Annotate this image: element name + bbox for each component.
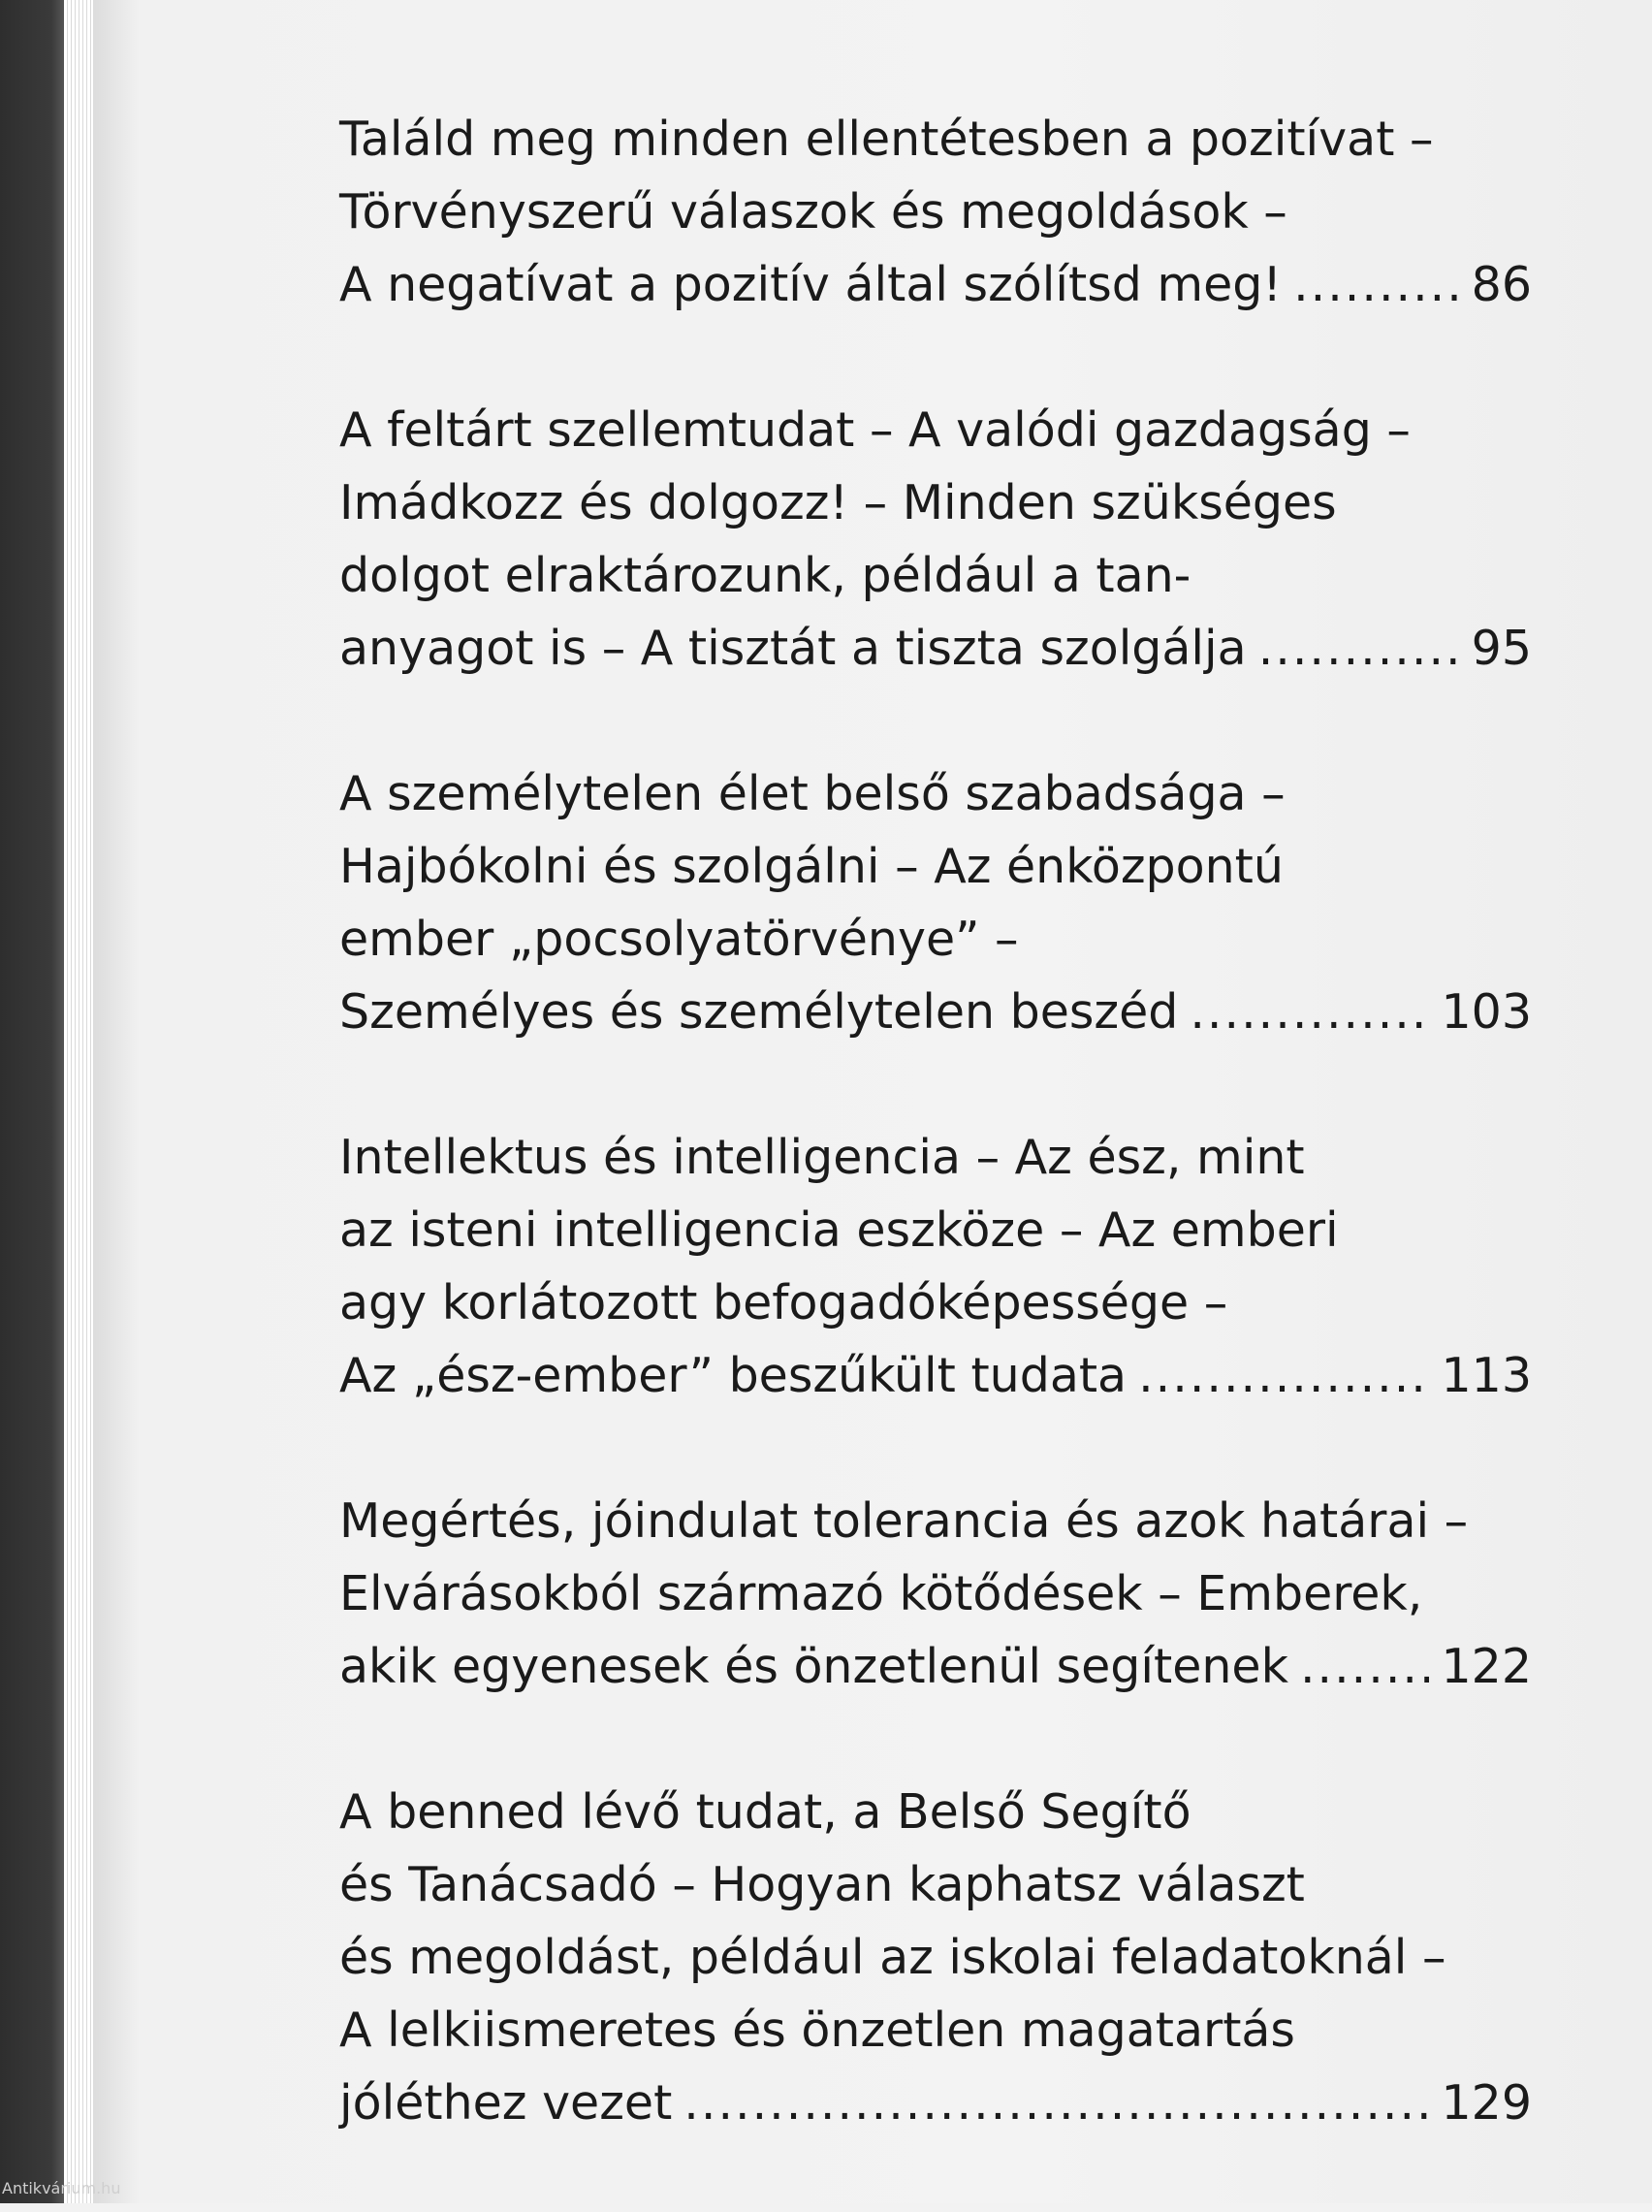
page-number: 129 [1441, 2075, 1532, 2131]
toc-entry-line: Megértés, jóindulat tolerancia és azok határai – [339, 1493, 1469, 1549]
toc-entry-line: Törvényszerű válaszok és megoldások – [339, 184, 1287, 240]
book-binding-edge [0, 0, 64, 2203]
toc-entry-line: agy korlátozott befogadóképessége – [339, 1275, 1228, 1330]
toc-entry-line: dolgot elraktározunk, például a tan- [339, 548, 1191, 603]
toc-entry-line: Hajbókolni és szolgálni – Az énközpontú [339, 839, 1284, 894]
toc-entry-last-line [339, 248, 1532, 321]
toc-entry [339, 103, 1532, 321]
page-number: 95 [1471, 621, 1532, 676]
page-number: 113 [1441, 1348, 1532, 1403]
toc-entry-line: Találd meg minden ellentétesben a pozitívat – [339, 112, 1434, 167]
toc-entry-line: Imádkozz és dolgozz! – Minden szükséges [339, 475, 1337, 530]
toc-entry-last-line [339, 612, 1532, 685]
toc-entry-last-line [339, 1339, 1532, 1412]
toc-entry [339, 394, 1532, 685]
dot-leader [1190, 976, 1429, 1048]
toc-entry-last-line [339, 2067, 1532, 2139]
toc-entry-line: Személyes és személytelen beszéd [339, 984, 1179, 1040]
toc-entry-line: és Tanácsadó – Hogyan kaphatsz választ [339, 1857, 1305, 1912]
page-number: 103 [1441, 984, 1532, 1040]
toc-entry-line: Az „ész-ember” beszűkült tudata [339, 1348, 1128, 1403]
toc-entry-line: A személytelen élet belső szabadsága – [339, 766, 1286, 821]
toc-entry [339, 1776, 1532, 2139]
toc-entry-line: jóléthez vezet [339, 2075, 673, 2131]
dot-leader [1138, 1339, 1429, 1412]
toc-entry-line: akik egyenesek és önzetlenül segítenek [339, 1639, 1288, 1694]
toc-entry-last-line [339, 1630, 1532, 1703]
dot-leader [1258, 612, 1460, 685]
page-number: 122 [1441, 1639, 1532, 1694]
toc-entry-line: A feltárt szellemtudat – A valódi gazdagság – [339, 402, 1411, 458]
dot-leader [1293, 248, 1460, 321]
page-number: 86 [1471, 257, 1532, 312]
toc-entry-line: anyagot is – A tisztát a tiszta szolgálja [339, 621, 1247, 676]
toc-entry-last-line [339, 976, 1532, 1048]
dot-leader [1300, 1630, 1430, 1703]
toc-entry [339, 757, 1532, 1048]
toc-entry [339, 1485, 1532, 1703]
toc-entry-line: ember „pocsolyatörvénye” – [339, 912, 1019, 967]
toc-entry-line: és megoldást, például az iskolai feladatoknál – [339, 1930, 1446, 1985]
watermark: Antikvárium.hu [2, 2179, 121, 2197]
page-stack-edge [64, 0, 93, 2203]
toc-entry-line: Elvárásokból származó kötődések – Emberek, [339, 1566, 1423, 1621]
toc-entry-line: A benned lévő tudat, a Belső Segítő [339, 1784, 1191, 1840]
toc-entry [339, 1121, 1532, 1412]
toc-entry-line: Intellektus és intelligencia – Az ész, mint [339, 1130, 1305, 1185]
toc-entry-line: az isteni intelligencia eszköze – Az emberi [339, 1202, 1339, 1258]
dot-leader [683, 2067, 1429, 2139]
toc-entry-line: A lelkiismeretes és önzetlen magatartás [339, 2003, 1295, 2058]
table-of-contents [339, 103, 1532, 2212]
toc-entry-line: A negatívat a pozitív által szólítsd meg! [339, 257, 1283, 312]
